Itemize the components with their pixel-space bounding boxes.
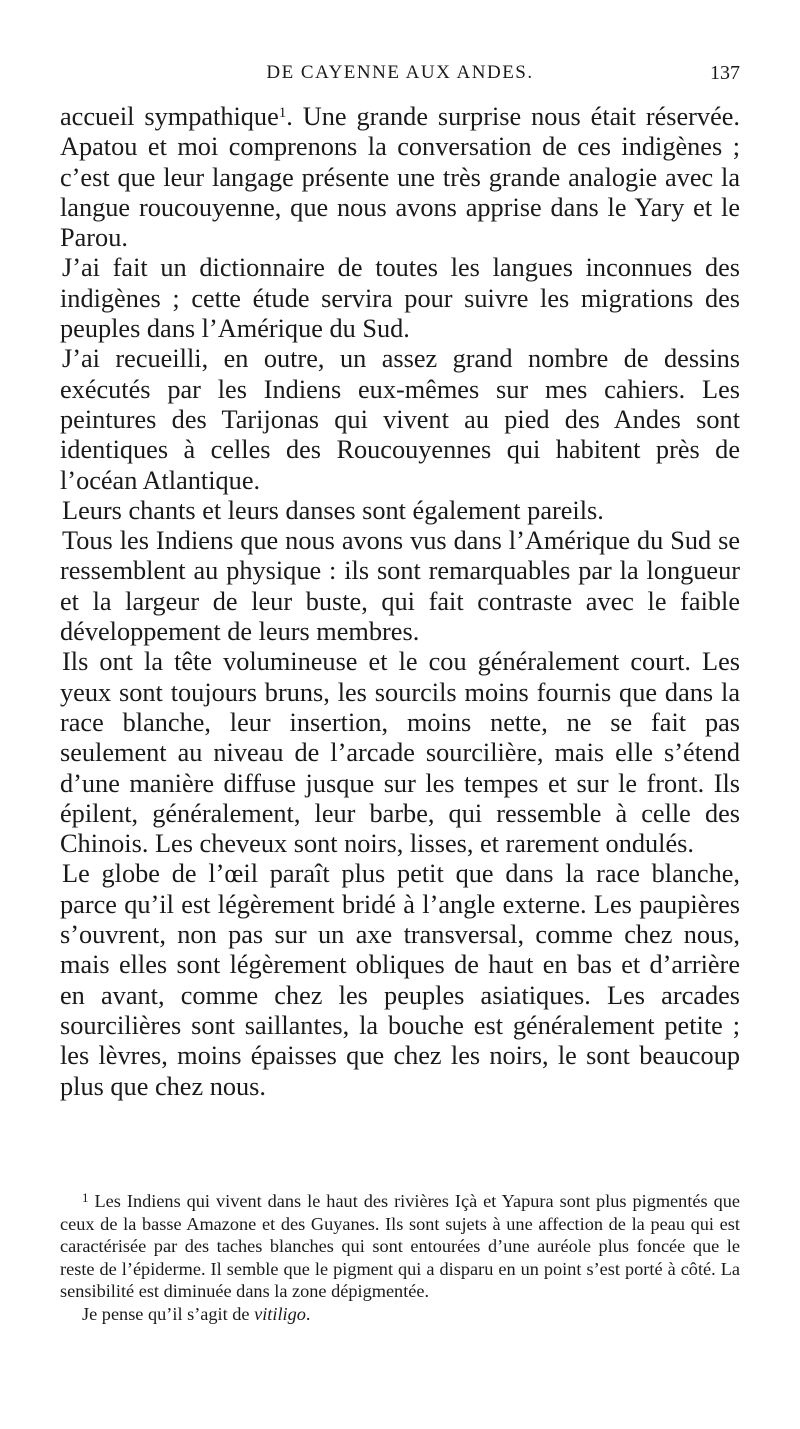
footnote-1-conclusion	[60, 1303, 740, 1326]
paragraph-4: Leurs chants et leurs danses sont également pareils.	[62, 495, 604, 525]
paragraph-1-rest: . Une grande surprise nous était réservée. Apatou et moi comprenons la conversation de ces indigènes ; c’est que leur langage présente une très grande analogie avec la langue roucouyenne, que nous avons apprise dans le Yary et le Parou.	[60, 102, 740, 253]
footnote-term-vitiligo: vitiligo	[254, 1303, 306, 1324]
paragraph-1	[60, 102, 740, 253]
footnote-conclusion-end: .	[305, 1303, 311, 1324]
paragraph-5: Tous les Indiens que nous avons vus dans l’Amérique du Sud se ressemblent au physique : ils sont remarquables par la longueur et la largeur de leur buste, qui fait contraste avec le faible développement de leurs membres.	[60, 526, 740, 647]
footnotes	[60, 1187, 740, 1325]
paragraph-7: Le globe de l’œil paraît plus petit que dans la race blanche, parce qu’il est légèrement bridé à l’angle externe. Les paupières s’ouvrent, non pas sur un axe transversal, comme chez nous, mais elles sont légèrement obliques de haut en bas et d’arrière en avant, comme chez les peuples asiatiques. Les arcades sourcilières sont saillantes, la bouche est généralement petite ; les lèvres, moins épaisses que chez les noirs, le sont beaucoup plus que chez nous.	[60, 859, 740, 1101]
page-number: 137	[710, 62, 740, 84]
paragraph-1-start: accueil sympathique	[60, 102, 279, 131]
footnote-1	[60, 1187, 740, 1303]
footnote-text: Les Indiens qui vivent dans le haut des rivières Içà et Yapura sont plus pigmentés que ceux de la basse Amazone et des Guyanes. Ils sont sujets à une affection de la peau qui est caractérisée par des taches blanches qui sont entourées d’une auréole plus foncée que le reste de l’épiderme. Il semble que le pigment qui a disparu en un point s’est porté à côté. La sensibilité est diminuée dans la zone dépigmentée.	[60, 1191, 740, 1301]
running-head: DE CAYENNE AUX ANDES.	[266, 62, 534, 83]
paragraph-6: Ils ont la tête volumineuse et le cou généralement court. Les yeux sont toujours bruns, les sourcils moins fournis que dans la race blanche, leur insertion, moins nette, ne se fait pas seulement au niveau de l’arcade sourcilière, mais elle s’étend d’une manière diffuse jusque sur les tempes et sur le front. Ils épilent, généralement, leur barbe, qui ressemble à celle des Chinois. Les cheveux sont noirs, lisses, et rarement ondulés.	[60, 647, 740, 859]
footnote-marker: 1	[82, 1190, 89, 1205]
paragraph-3: J’ai recueilli, en outre, un assez grand nombre de dessins exécutés par les Indiens eux-mêmes sur mes cahiers. Les peintures des Tarijonas qui vivent au pied des Andes sont identiques à celles des Roucouyennes qui habitent près de l’océan Atlantique.	[60, 344, 740, 495]
page-header	[60, 62, 740, 92]
footnote-conclusion-start: Je pense qu’il s’agit de	[82, 1303, 255, 1324]
paragraph-2: J’ai fait un dictionnaire de toutes les langues inconnues des indigènes ; cette étude servira pour suivre les migrations des peuples dans l’Amérique du Sud.	[60, 253, 740, 344]
footnote-reference: 1	[278, 105, 287, 121]
main-text	[60, 102, 740, 1102]
